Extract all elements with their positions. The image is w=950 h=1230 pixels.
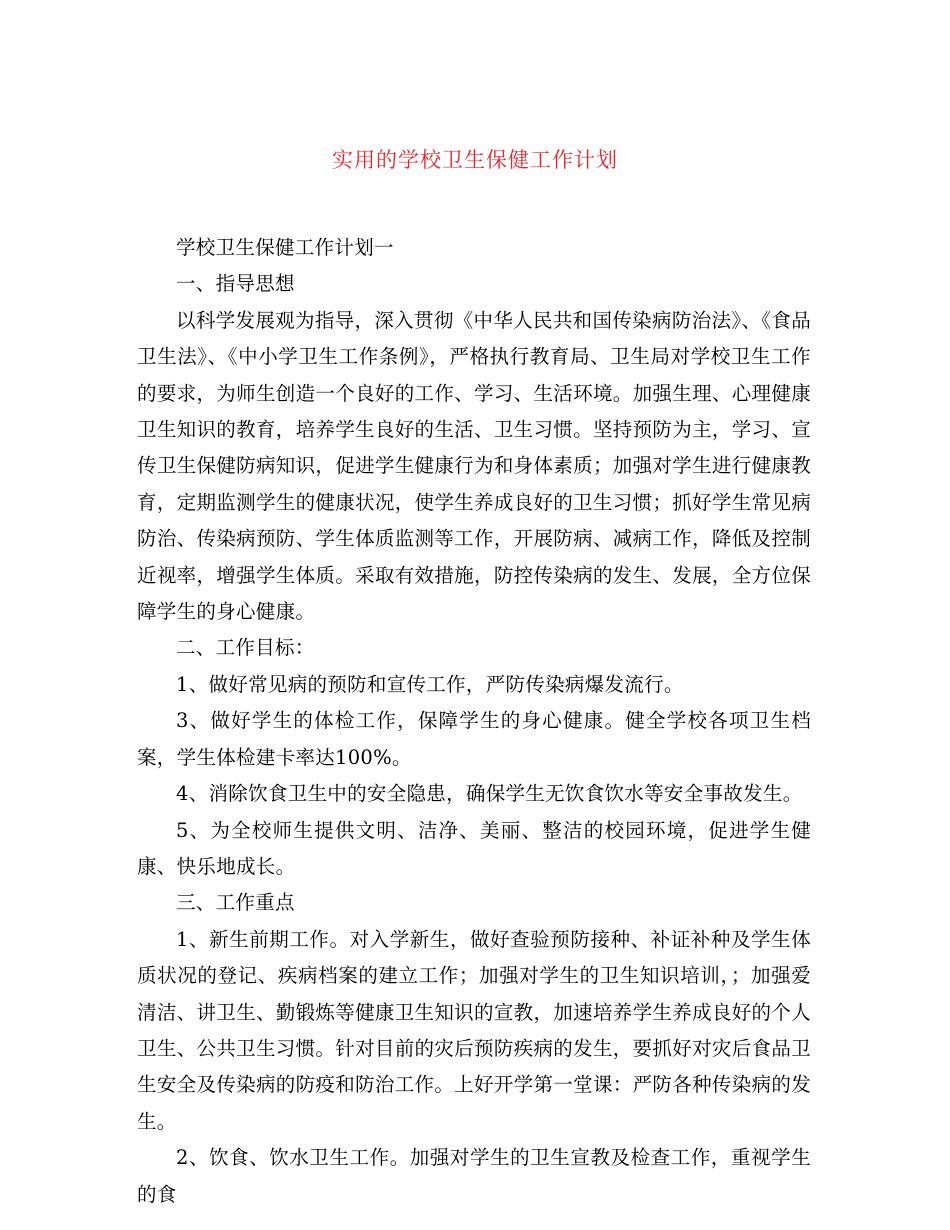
subtitle-paragraph: 学校卫生保健工作计划一 [176, 236, 394, 259]
document-title: 实用的学校卫生保健工作计划 [332, 148, 618, 172]
section-heading-work-focus: 三、工作重点 [176, 891, 295, 915]
list-item-goal: 3、做好学生的体检工作，保障学生的身心健康。健全学校各项卫生档案，学生体检建卡率达100%。 [137, 709, 811, 769]
body-paragraph: 以科学发展观为指导，深入贯彻《中华人民共和国传染病防治法》、《食品卫生法》、《中小学卫生工作条例》，严格执行教育局、卫生局对学校卫生工作的要求，为师生创造一个良好的工作、学习、生活环境。加强生理、心理健康卫生知识的教育，培养学生良好的生活、卫生习惯。坚持预防为主，学习、宣传卫生保健防病知识，促进学生健康行为和身体素质；加强对学生进行健康教育，定期监测学生的健康状况，使学生养成良好的卫生习惯；抓好学生常见病防治、传染病预防、学生体质监测等工作，开展防病、减病工作，降低及控制近视率，增强学生体质。采取有效措施，防控传染病的发生、发展，全方位保障学生的身心健康。 [137, 308, 811, 624]
list-item-goal: 4、消除饮食卫生中的安全隐患，确保学生无饮食饮水等安全事故发生。 [176, 782, 803, 806]
section-heading-work-goals: 二、工作目标： [176, 636, 315, 660]
list-item-goal: 1、做好常见病的预防和宣传工作，严防传染病爆发流行。 [176, 672, 684, 696]
document-body [137, 230, 811, 1213]
list-item-focus: 1、新生前期工作。对入学新生，做好查验预防接种、补证补种及学生体质状况的登记、疾病档案的建立工作；加强对学生的卫生知识培训，；加强爱清洁、讲卫生、勤锻炼等健康卫生知识的宣教，加速培养学生养成良好的个人卫生、公共卫生习惯。针对目前的灾后预防疾病的发生，要抓好对灾后食品卫生安全及传染病的防疫和防治工作。上好开学第一堂课：严防各种传染病的发生。 [137, 927, 811, 1133]
list-item-focus: 2、饮食、饮水卫生工作。加强对学生的卫生宣教及检查工作，重视学生的食 [137, 1146, 811, 1206]
list-item-goal: 5、为全校师生提供文明、洁净、美丽、整洁的校园环境，促进学生健康、快乐地成长。 [137, 818, 811, 878]
section-heading-guiding-ideology: 一、指导思想 [176, 272, 295, 296]
